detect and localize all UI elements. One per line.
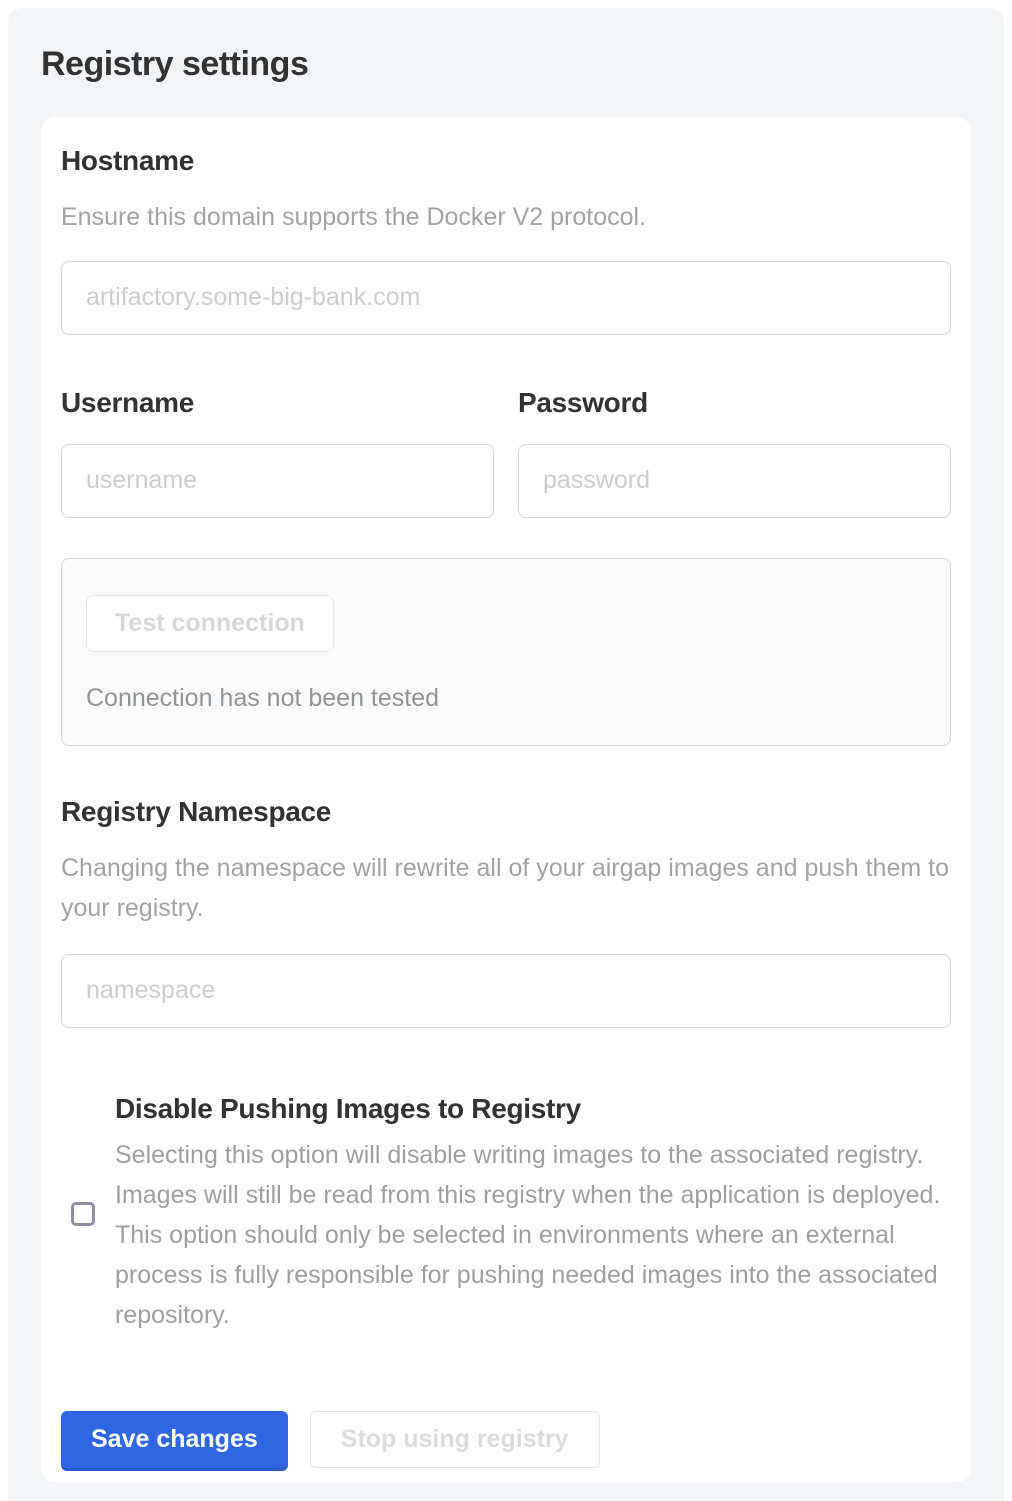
- test-connection-button[interactable]: Test connection: [86, 595, 334, 652]
- connection-test-box: [61, 558, 951, 746]
- disable-push-checkbox[interactable]: [71, 1202, 95, 1226]
- hostname-section: [61, 144, 951, 335]
- username-section: [61, 386, 494, 518]
- username-label: Username: [61, 386, 195, 418]
- save-changes-button[interactable]: Save changes: [61, 1411, 288, 1468]
- credentials-row: [61, 386, 951, 518]
- page-title: Registry settings: [41, 45, 309, 83]
- namespace-help-text: Changing the namespace will rewrite all of your airgap images and push them to your registry.: [61, 853, 949, 922]
- connection-status-text: Connection has not been tested: [86, 683, 440, 712]
- registry-settings-card: [41, 117, 971, 1482]
- hostname-help-text: Ensure this domain supports the Docker V2 protocol.: [61, 202, 647, 231]
- password-label: Password: [518, 386, 648, 418]
- namespace-input[interactable]: [61, 954, 951, 1028]
- disable-push-section: [61, 1094, 951, 1335]
- disable-push-description: Selecting this option will disable writing images to the associated registry. Images will still be read from this registry when the application is deployed. This option should only be selected in environments where an external process is fully responsible for pushing needed images into the associated repository.: [115, 1140, 941, 1329]
- hostname-input[interactable]: [61, 261, 951, 335]
- namespace-section: [61, 795, 951, 1028]
- username-input[interactable]: [61, 444, 494, 518]
- disable-push-text: [115, 1094, 951, 1335]
- registry-settings-panel: [8, 8, 1004, 1501]
- password-input[interactable]: [518, 444, 951, 518]
- namespace-label: Registry Namespace: [61, 795, 332, 827]
- hostname-label: Hostname: [61, 144, 194, 176]
- actions-row: [61, 1411, 951, 1468]
- password-section: [518, 386, 951, 518]
- disable-push-label: Disable Pushing Images to Registry: [115, 1092, 581, 1124]
- stop-using-registry-button[interactable]: Stop using registry: [310, 1411, 600, 1468]
